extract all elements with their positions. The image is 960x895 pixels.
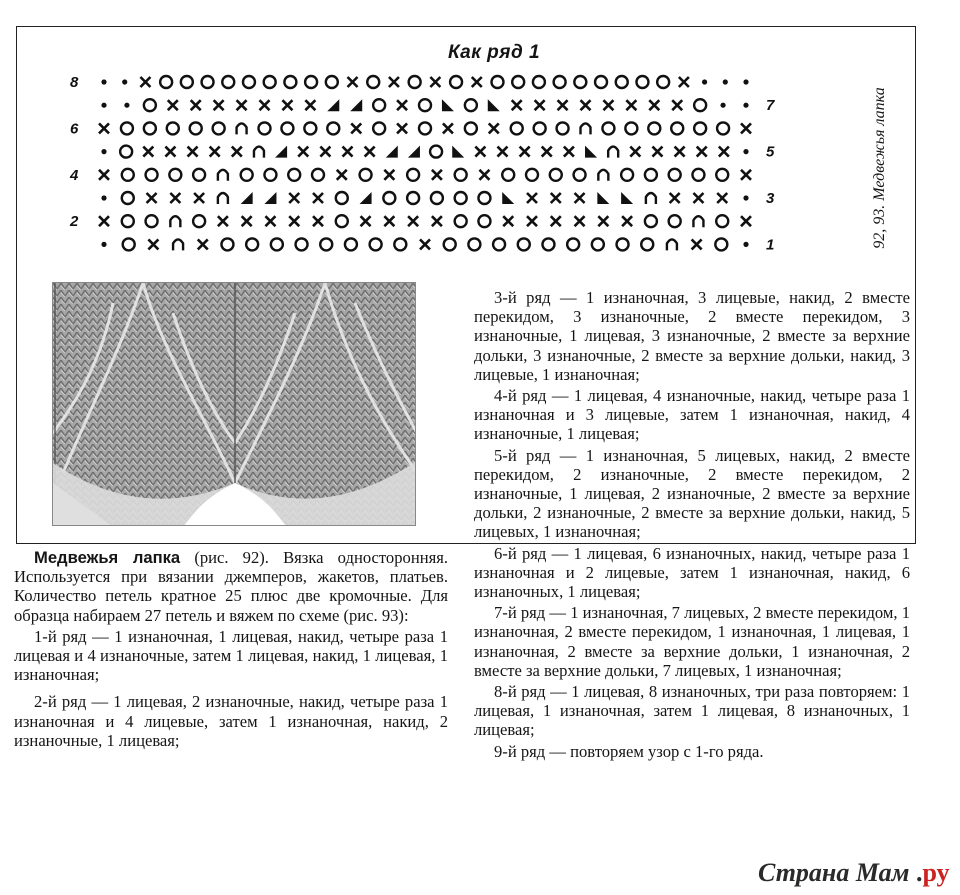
pattern-title: Медвежья лапка [34,548,181,567]
decrease-left-symbol [275,146,287,158]
knitted-sample-photo [52,282,416,526]
row-number-label: 1 [766,236,775,254]
yarn-over-symbol [602,122,614,134]
decrease-left-symbol [241,192,253,204]
yarn-over-symbol [512,76,524,88]
cross-stitch-symbol [260,100,270,110]
cross-stitch-symbol [99,123,109,133]
purl-dot-symbol [743,195,748,200]
yarn-over-symbol [193,215,205,227]
yarn-over-symbol [394,238,406,250]
yarn-over-symbol [123,238,135,250]
cross-stitch-symbol [194,193,204,203]
cross-stitch-symbol [598,216,608,226]
yarn-over-symbol [259,122,271,134]
yarn-over-symbol [502,169,514,181]
row-number-label: 5 [766,143,775,161]
cross-stitch-symbol [603,100,613,110]
cross-stitch-symbol [475,147,485,157]
yarn-over-symbol [542,238,554,250]
purl-dot-symbol [101,242,106,247]
yarn-over-symbol [304,122,316,134]
cross-stitch-symbol [443,123,453,133]
yarn-over-symbol [554,76,566,88]
yarn-over-symbol [716,169,728,181]
arch-symbol [218,193,228,204]
arch-symbol [598,170,608,181]
row-number-label: 4 [70,166,79,184]
cross-stitch-symbol [147,193,157,203]
yarn-over-symbol [264,76,276,88]
yarn-over-symbol [493,238,505,250]
yarn-over-symbol [625,122,637,134]
row-number-label: 3 [766,190,775,207]
arch-symbol [693,216,703,227]
yarn-over-symbol [641,238,653,250]
yarn-over-symbol [444,238,456,250]
cross-stitch-symbol [361,216,371,226]
right-text-column [474,288,910,763]
cross-stitch-symbol [320,147,330,157]
yarn-over-symbol [241,169,253,181]
yarn-over-symbol [326,76,338,88]
cross-stitch-symbol [140,77,150,87]
purl-dot-symbol [101,195,106,200]
cross-stitch-symbol [99,216,109,226]
row-1-instruction: 1-й ряд — 1 изнаночная, 1 лицевая, накид, четыре раза 1 лицевая и 4 изнаночные, затем 1 лицевая, накид, 1 лицевая, 1 изнаночная; [14,626,448,685]
yarn-over-symbol [455,192,467,204]
cross-stitch-symbol [432,216,442,226]
figure-caption-vertical: 92, 93. Медвежья лапка [871,87,888,249]
cross-stitch-symbol [558,100,568,110]
chart-row-6 [70,120,751,137]
cross-stitch-symbol [503,216,513,226]
left-text-column [14,548,448,752]
yarn-over-symbol [557,122,569,134]
yarn-over-symbol [190,122,202,134]
cross-stitch-symbol [717,193,727,203]
yarn-over-symbol [716,215,728,227]
row-number-label: 8 [70,74,79,91]
cross-stitch-symbol [289,193,299,203]
purl-dot-symbol [122,79,127,84]
cross-stitch-symbol [313,216,323,226]
chart-row-8 [70,74,749,91]
cross-stitch-symbol [649,100,659,110]
yarn-over-symbol [455,169,467,181]
arch-symbol [218,170,228,181]
yarn-over-symbol [122,215,134,227]
yarn-over-symbol [621,169,633,181]
purl-dot-symbol [101,103,106,108]
chart-row-1 [101,236,774,253]
cross-stitch-symbol [520,147,530,157]
yarn-over-symbol [526,169,538,181]
arch-symbol [646,193,656,204]
yarn-over-symbol [550,169,562,181]
decrease-left-symbol [327,99,339,111]
row-8-instruction: 8-й ряд — 1 лицевая, 8 изнаночных, три раза повторяем: 1 лицевая, 1 изнаночная, затем 1 лицевая, 8 изнаночных, 1 лицевая; [474,682,910,740]
cross-stitch-symbol [652,147,662,157]
cross-stitch-symbol [170,193,180,203]
cross-stitch-symbol [512,100,522,110]
purl-dot-symbol [743,242,748,247]
yarn-over-symbol [669,215,681,227]
yarn-over-symbol [657,76,669,88]
purl-dot-symbol [743,79,748,84]
yarn-over-symbol [160,76,172,88]
decrease-right-symbol [452,146,464,158]
yarn-over-symbol [305,76,317,88]
yarn-over-symbol [146,215,158,227]
yarn-over-symbol [336,215,348,227]
yarn-over-symbol [144,99,156,111]
cross-stitch-symbol [472,77,482,87]
yarn-over-symbol [345,238,357,250]
cross-stitch-symbol [188,147,198,157]
cross-stitch-symbol [305,100,315,110]
yarn-over-symbol [636,76,648,88]
yarn-over-symbol [478,192,490,204]
chart-row-2 [69,213,751,230]
cross-stitch-symbol [679,77,689,87]
cross-stitch-symbol [397,100,407,110]
cross-stitch-symbol [697,147,707,157]
yarn-over-symbol [181,76,193,88]
yarn-over-symbol [715,238,727,250]
yarn-over-symbol [288,169,300,181]
cross-stitch-symbol [692,239,702,249]
yarn-over-symbol [567,238,579,250]
decrease-right-symbol [502,192,514,204]
cross-stitch-symbol [527,216,537,226]
cross-stitch-symbol [670,193,680,203]
cross-stitch-symbol [143,147,153,157]
yarn-over-symbol [533,76,545,88]
yarn-over-symbol [409,76,421,88]
yarn-over-symbol [169,169,181,181]
yarn-over-symbol [167,122,179,134]
yarn-over-symbol [669,169,681,181]
decrease-right-symbol [621,192,633,204]
yarn-over-symbol [213,122,225,134]
yarn-over-symbol [518,238,530,250]
purl-dot-symbol [743,103,748,108]
yarn-over-symbol [312,169,324,181]
row-5-instruction: 5-й ряд — 1 изнаночная, 5 лицевых, накид, 2 вместе перекидом, 2 изнаночные, 2 вместе перекидом, 2 изнаночные, 1 лицевая, 2 изнаночные, 2 вместе за верхние дольки, 2 изнаночные, 2 вместе за верхние дольки, накид, 5 лицевых, 1 изнаночная; [474,445,910,542]
yarn-over-symbol [202,76,214,88]
yarn-over-symbol [327,122,339,134]
cross-stitch-symbol [351,123,361,133]
arch-symbol [667,239,677,250]
row-4-instruction: 4-й ряд — 1 лицевая, 4 изнаночные, накид, четыре раза 1 изнаночная и 3 лицевые, затем 1 изнаночная, накид, 4 изнаночные, 1 лицевая; [474,386,910,444]
yarn-over-symbol [692,169,704,181]
decrease-left-symbol [350,99,362,111]
yarn-over-symbol [221,238,233,250]
intro-paragraph [14,548,448,625]
yarn-over-symbol [511,122,523,134]
yarn-over-symbol [360,169,372,181]
arch-symbol [608,147,618,158]
yarn-over-symbol [222,76,234,88]
chart-row-4 [69,167,751,184]
yarn-over-symbol [694,99,706,111]
yarn-over-symbol [373,99,385,111]
intro-text: (рис. 92). Вязка односторонняя. Используется при вязании джемперов, жакетов, платьев. Количество петель кратное 25 плюс две кромочные. Для образца набираем 27 петель и вяжем по схеме (рис. 93): [14,548,448,625]
cross-stitch-symbol [282,100,292,110]
purl-dot-symbol [723,79,728,84]
purl-dot-symbol [101,149,106,154]
row-2-instruction: 2-й ряд — 1 лицевая, 2 изнаночные, накид, четыре раза 1 изнаночная и 4 лицевые, затем 1 изнаночная, накид, 2 изнаночные, 1 лицевая; [14,692,448,750]
arch-symbol [581,123,591,134]
cross-stitch-symbol [265,216,275,226]
yarn-over-symbol [246,238,258,250]
cross-stitch-symbol [430,77,440,87]
yarn-over-symbol [383,192,395,204]
cross-stitch-symbol [672,100,682,110]
cross-stitch-symbol [210,147,220,157]
cross-stitch-symbol [741,216,751,226]
yarn-over-symbol [645,215,657,227]
yarn-over-symbol [534,122,546,134]
yarn-over-symbol [645,169,657,181]
yarn-over-symbol [419,99,431,111]
yarn-over-symbol [122,192,134,204]
yarn-over-symbol [671,122,683,134]
purl-dot-symbol [743,149,748,154]
yarn-over-symbol [121,122,133,134]
chart-row-7 [101,97,775,114]
cross-stitch-symbol [384,216,394,226]
site-watermark: Страна Мам .ру [758,858,950,887]
arch-symbol [173,239,183,250]
cross-stitch-symbol [218,216,228,226]
yarn-over-symbol [694,122,706,134]
yarn-over-symbol [264,169,276,181]
purl-dot-symbol [101,79,106,84]
yarn-over-symbol [407,192,419,204]
yarn-over-symbol [193,169,205,181]
cross-stitch-symbol [581,100,591,110]
yarn-over-symbol [336,192,348,204]
cross-stitch-symbol [191,100,201,110]
cross-stitch-symbol [675,147,685,157]
yarn-over-symbol [431,192,443,204]
purl-dot-symbol [702,79,707,84]
watermark-suffix: ру [922,858,950,887]
decrease-left-symbol [386,146,398,158]
yarn-over-symbol [281,122,293,134]
cross-stitch-symbol [432,170,442,180]
knit-texture-image [53,283,416,526]
yarn-over-symbol [491,76,503,88]
knitting-chart [0,0,960,270]
cross-stitch-symbol [168,100,178,110]
row-9-instruction: 9-й ряд — повторяем узор с 1-го ряда. [494,741,764,761]
arch-symbol [254,147,264,158]
yarn-over-symbol [367,76,379,88]
yarn-over-symbol [373,122,385,134]
decrease-left-symbol [408,146,420,158]
cross-stitch-symbol [535,100,545,110]
decrease-left-symbol [360,192,372,204]
cross-stitch-symbol [551,193,561,203]
cross-stitch-symbol [198,239,208,249]
yarn-over-symbol [284,76,296,88]
arch-symbol [170,216,180,227]
yarn-over-symbol [465,122,477,134]
yarn-over-symbol [120,146,132,158]
decrease-right-symbol [597,192,609,204]
cross-stitch-symbol [575,193,585,203]
cross-stitch-symbol [214,100,224,110]
cross-stitch-symbol [408,216,418,226]
cross-stitch-symbol [397,123,407,133]
cross-stitch-symbol [626,100,636,110]
yarn-over-symbol [450,76,462,88]
yarn-over-symbol [146,169,158,181]
yarn-over-symbol [122,169,134,181]
chart-row-5 [101,144,775,161]
yarn-over-symbol [592,238,604,250]
row-number-label: 6 [70,120,79,138]
yarn-over-symbol [320,238,332,250]
cross-stitch-symbol [165,147,175,157]
cross-stitch-symbol [313,193,323,203]
yarn-over-symbol [296,238,308,250]
purl-dot-symbol [124,103,129,108]
cross-stitch-symbol [343,147,353,157]
cross-stitch-symbol [719,147,729,157]
cross-stitch-symbol [337,170,347,180]
yarn-over-symbol [574,76,586,88]
cross-stitch-symbol [99,170,109,180]
row-6-instruction: 6-й ряд — 1 лицевая, 6 изнаночных, накид, четыре раза 1 изнаночная и 2 лицевые, затем 1 изнаночная, накид, 6 изнаночных, 1 лицевая; [474,543,910,602]
yarn-over-symbol [595,76,607,88]
yarn-over-symbol [574,169,586,181]
cross-stitch-symbol [479,170,489,180]
cross-stitch-symbol [348,77,358,87]
cross-stitch-symbol [630,147,640,157]
yarn-over-symbol [271,238,283,250]
yarn-over-symbol [468,238,480,250]
row-number-label: 2 [70,213,79,231]
yarn-over-symbol [370,238,382,250]
cross-stitch-symbol [551,216,561,226]
cross-stitch-symbol [527,193,537,203]
yarn-over-symbol [419,122,431,134]
cross-stitch-symbol [232,147,242,157]
chart-top-caption: Как ряд 1 [448,42,541,63]
yarn-over-symbol [455,215,467,227]
yarn-over-symbol [648,122,660,134]
yarn-over-symbol [465,99,477,111]
cross-stitch-symbol [237,100,247,110]
yarn-over-symbol [478,215,490,227]
yarn-over-symbol [407,169,419,181]
cross-stitch-symbol [289,216,299,226]
yarn-over-symbol [717,122,729,134]
row-7-instruction: 7-й ряд — 1 изнаночная, 7 лицевых, 2 вместе перекидом, 1 изнаночная, 2 вместе перекидом, 1 изнаночная, 1 лицевая, 1 изнаночная, 2 вместе за верхние дольки, 1 изнаночная, 2 вместе за верхние дольки, 7 лицевых, 1 изнаночная; [474,603,910,680]
cross-stitch-symbol [542,147,552,157]
cross-stitch-symbol [365,147,375,157]
decrease-right-symbol [488,99,500,111]
purl-dot-symbol [720,103,725,108]
cross-stitch-symbol [575,216,585,226]
cross-stitch-symbol [389,77,399,87]
cross-stitch-symbol [148,239,158,249]
yarn-over-symbol [243,76,255,88]
cross-stitch-symbol [741,123,751,133]
cross-stitch-symbol [384,170,394,180]
yarn-over-symbol [144,122,156,134]
chart-row-3 [101,190,775,207]
cross-stitch-symbol [741,170,751,180]
arch-symbol [237,123,247,134]
watermark-text: Страна Мам [758,858,910,887]
cross-stitch-symbol [242,216,252,226]
yarn-over-symbol [616,76,628,88]
cross-stitch-symbol [622,216,632,226]
yarn-over-symbol [617,238,629,250]
cross-stitch-symbol [497,147,507,157]
cross-stitch-symbol [298,147,308,157]
decrease-left-symbol [264,192,276,204]
row-number-label: 7 [766,97,775,115]
decrease-right-symbol [442,99,454,111]
decrease-right-symbol [585,146,597,158]
cross-stitch-symbol [693,193,703,203]
cross-stitch-symbol [420,239,430,249]
row-3-instruction: 3-й ряд — 1 изнаночная, 3 лицевые, накид, 2 вместе перекидом, 3 изнаночные, 2 вместе перекидом, 3 изнаночные, 1 лицевая, 3 изнаночные, 2 вместе за верхние дольки, 3 изнаночные, 2 вместе за верхние дольки, накид, 3 лицевые, 1 изнаночная; [474,288,910,384]
cross-stitch-symbol [564,147,574,157]
yarn-over-symbol [430,146,442,158]
cross-stitch-symbol [489,123,499,133]
